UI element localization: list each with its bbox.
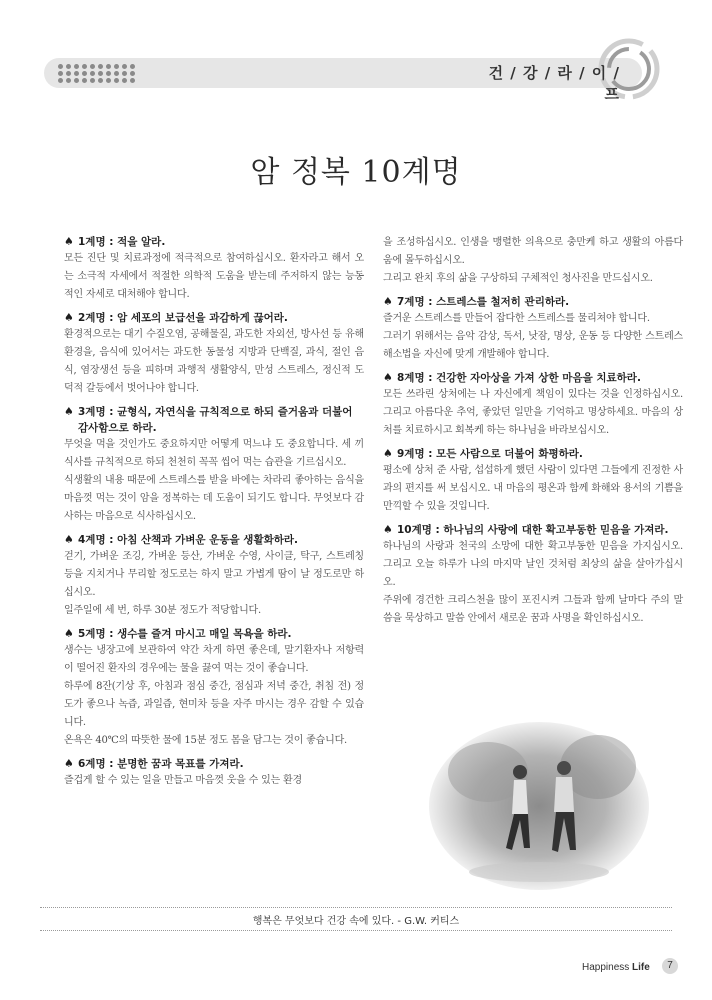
page-number: 7 — [662, 958, 678, 974]
dot — [74, 78, 79, 83]
page-title: 암 정복 10계명 — [250, 155, 462, 190]
heading-text: 6계명 : 분명한 꿈과 목표를 가져라. — [78, 758, 244, 770]
heading-text: 5계명 : 생수를 즐겨 마시고 매일 목욕을 하라. — [78, 628, 292, 640]
brand-text-bold: Life — [632, 962, 650, 973]
dot — [90, 71, 95, 76]
heading-text: 4계명 : 아침 산책과 가벼운 운동을 생활화하라. — [78, 534, 299, 546]
footer-divider-bottom — [40, 930, 672, 931]
spade-icon: ♠ — [64, 627, 74, 640]
dot — [90, 64, 95, 69]
spade-icon: ♠ — [64, 533, 74, 546]
commandment-heading — [64, 626, 364, 642]
dot — [114, 78, 119, 83]
commandment-heading — [64, 310, 364, 326]
heading-text: 3계명 : 균형식, 자연식을 규칙적으로 하되 즐거움과 더불어 감사함으로 하라. — [78, 406, 353, 434]
dot — [74, 64, 79, 69]
section-title: 건 / 강 / 라 / 이 / 프 — [488, 64, 620, 103]
footer-divider-top — [40, 907, 672, 908]
spade-icon: ♠ — [383, 295, 393, 308]
spade-icon: ♠ — [64, 235, 74, 248]
dot — [58, 78, 63, 83]
body-paragraph: 그러기 위해서는 음악 감상, 독서, 낫잠, 명상, 운동 등 다양한 스트레스 해소법을 자신에 맞게 개발해야 합니다. — [383, 331, 683, 360]
commandment-section — [64, 626, 364, 750]
brand-logo — [582, 962, 650, 973]
commandment-section — [64, 234, 364, 304]
commandment-section — [64, 310, 364, 398]
commandment-heading — [383, 446, 683, 462]
body-paragraph: 걷기, 가벼운 조깅, 가벼운 등산, 가벼운 수영, 사이클, 탁구, 스트레칭 등을 지치거나 무리할 정도로는 하지 말고 가볍게 땀이 날 정도로만 하십시오. — [64, 551, 364, 598]
dot — [106, 64, 111, 69]
spade-icon: ♠ — [383, 523, 393, 536]
body-paragraph: 하나님의 사랑과 천국의 소망에 대한 확고부동한 믿음을 가지십시오. 그리고 오늘 하루가 나의 마지막 날인 것처럼 최상의 삶을 살아가십시오. — [383, 541, 683, 588]
footer-quote: 행복은 무엇보다 건강 속에 있다. - G.W. 커티스 — [252, 916, 460, 927]
body-paragraph: 모든 쓰라린 상처에는 나 자신에게 책임이 있다는 것을 인정하십시오. 그리고 아름다운 추억, 좋았던 일만을 기억하고 명상하세요. 마음의 상처를 치료하시고 회복케 하는 하나님을 바라보십시오. — [383, 389, 683, 436]
dot — [74, 71, 79, 76]
spade-icon: ♠ — [64, 311, 74, 324]
spade-icon: ♠ — [64, 405, 74, 418]
dot — [82, 71, 87, 76]
dot — [98, 78, 103, 83]
dot — [122, 71, 127, 76]
body-paragraph: 온욕은 40℃의 따뜻한 물에 15분 정도 몸을 담그는 것이 좋습니다. — [64, 735, 348, 746]
dot — [130, 78, 135, 83]
heading-text: 2계명 : 암 세포의 보급선을 과감하게 끊어라. — [78, 312, 288, 324]
body-paragraph: 무엇을 먹을 것인가도 중요하지만 어떻게 먹느냐 도 중요합니다. 세 끼 식사를 규칙적으로 하되 천천히 꼭꼭 씹어 먹는 습관을 기르십시오. — [64, 439, 364, 468]
dot — [98, 71, 103, 76]
left-column — [64, 234, 364, 796]
dot — [114, 71, 119, 76]
heading-text: 1계명 : 적을 알라. — [78, 236, 166, 248]
dot — [66, 71, 71, 76]
spade-icon: ♠ — [383, 371, 393, 384]
commandment-heading — [383, 522, 683, 538]
heading-text: 7계명 : 스트레스를 철저히 관리하라. — [397, 296, 570, 308]
dot — [114, 64, 119, 69]
commandment-heading — [64, 404, 364, 436]
commandment-heading — [383, 370, 683, 386]
dot — [66, 64, 71, 69]
spade-icon: ♠ — [383, 447, 393, 460]
commandment-section — [64, 756, 364, 790]
body-paragraph: 즐거운 스트레스를 만들어 잡다한 스트레스를 물리쳐야 합니다. — [383, 313, 650, 324]
body-paragraph: 을 조성하십시오. 인생을 맹렬한 의욕으로 충만케 하고 생활의 아름다움에 몰두하십시오. — [383, 237, 683, 266]
dot — [106, 71, 111, 76]
commandment-heading — [383, 294, 683, 310]
dot — [58, 64, 63, 69]
body-paragraph: 생수는 냉장고에 보관하여 약간 차게 하면 좋은데, 말기환자나 저항력이 떨어진 환자의 경우에는 물을 끓여 먹는 것이 좋습니다. — [64, 645, 364, 674]
heading-text: 10계명 : 하나님의 사랑에 대한 확고부동한 믿음을 가져라. — [397, 524, 669, 536]
dot — [130, 71, 135, 76]
commandment-heading — [64, 234, 364, 250]
header-dots-decoration — [58, 64, 138, 84]
dot — [66, 78, 71, 83]
dot — [82, 64, 87, 69]
body-paragraph: 주위에 경건한 크리스천을 많이 포진시켜 그들과 함께 날마다 주의 말씀을 묵상하고 말씀 안에서 새로운 꿈과 사명을 확인하십시오. — [383, 595, 683, 624]
spade-icon: ♠ — [64, 757, 74, 770]
joggers-photo — [428, 722, 650, 890]
right-column — [383, 234, 683, 634]
commandment-section — [383, 234, 683, 288]
body-paragraph: 일주일에 세 번, 하루 30분 정도가 적당합니다. — [64, 605, 261, 616]
body-paragraph: 즐겁게 할 수 있는 일을 만들고 마음껏 웃을 수 있는 환경 — [64, 775, 302, 786]
body-paragraph: 환경적으로는 대기 수질오염, 공해물질, 과도한 자외선, 방사선 등 유해 환경을, 음식에 있어서는 과도한 동물성 지방과 단백질, 과식, 절인 음식, 염장생선 등을 피하며 과행적 생활양식, 만성 스트레스, 정신적 도덕적 갈등에서 벗어나야 합니다. — [64, 329, 364, 394]
commandment-section — [383, 522, 683, 628]
commandment-section — [383, 370, 683, 440]
dot — [122, 78, 127, 83]
dot — [90, 78, 95, 83]
dot — [122, 64, 127, 69]
dot — [106, 78, 111, 83]
commandment-heading — [64, 756, 364, 772]
body-paragraph: 식생활의 내용 때문에 스트레스를 받을 바에는 차라리 좋아하는 음식을 마음껏 먹는 것이 암을 정복하는 데 도움이 되기도 합니다. 무엇보다 감사하는 마음으로 식사하십시오. — [64, 475, 364, 522]
commandment-section — [383, 294, 683, 364]
brand-text: Happiness — [582, 962, 633, 973]
commandment-section — [383, 446, 683, 516]
heading-text: 9계명 : 모든 사람으로 더불어 화평하라. — [397, 448, 583, 460]
heading-text: 8계명 : 건강한 자아상을 가져 상한 마음을 치료하라. — [397, 372, 641, 384]
commandment-section — [64, 532, 364, 620]
dot — [82, 78, 87, 83]
body-paragraph: 그리고 완치 후의 삶을 구상하되 구체적인 청사진을 만드십시오. — [383, 273, 653, 284]
commandment-heading — [64, 532, 364, 548]
dot — [58, 71, 63, 76]
dot — [98, 64, 103, 69]
body-paragraph: 평소에 상처 준 사람, 섭섭하게 했던 사람이 있다면 그들에게 진정한 사과의 편지를 써 보십시오. 내 마음의 평온과 함께 화해와 용서의 기쁨을 만끽할 수 있을 것입니다. — [383, 465, 683, 512]
body-paragraph: 모든 진단 및 치료과정에 적극적으로 참여하십시오. 환자라고 해서 오는 소극적 자세에서 적절한 의학적 도움을 받는데 주저하지 않는 능동적인 자세로 대처해야 합니다. — [64, 253, 364, 300]
commandment-section — [64, 404, 364, 526]
dot — [130, 64, 135, 69]
body-paragraph: 하루에 8잔(기상 후, 아침과 점심 중간, 점심과 저녁 중간, 취침 전) 정도가 좋으나 녹즙, 과일즙, 현미차 등을 자주 마시는 경우 감할 수 있습니다. — [64, 681, 364, 728]
